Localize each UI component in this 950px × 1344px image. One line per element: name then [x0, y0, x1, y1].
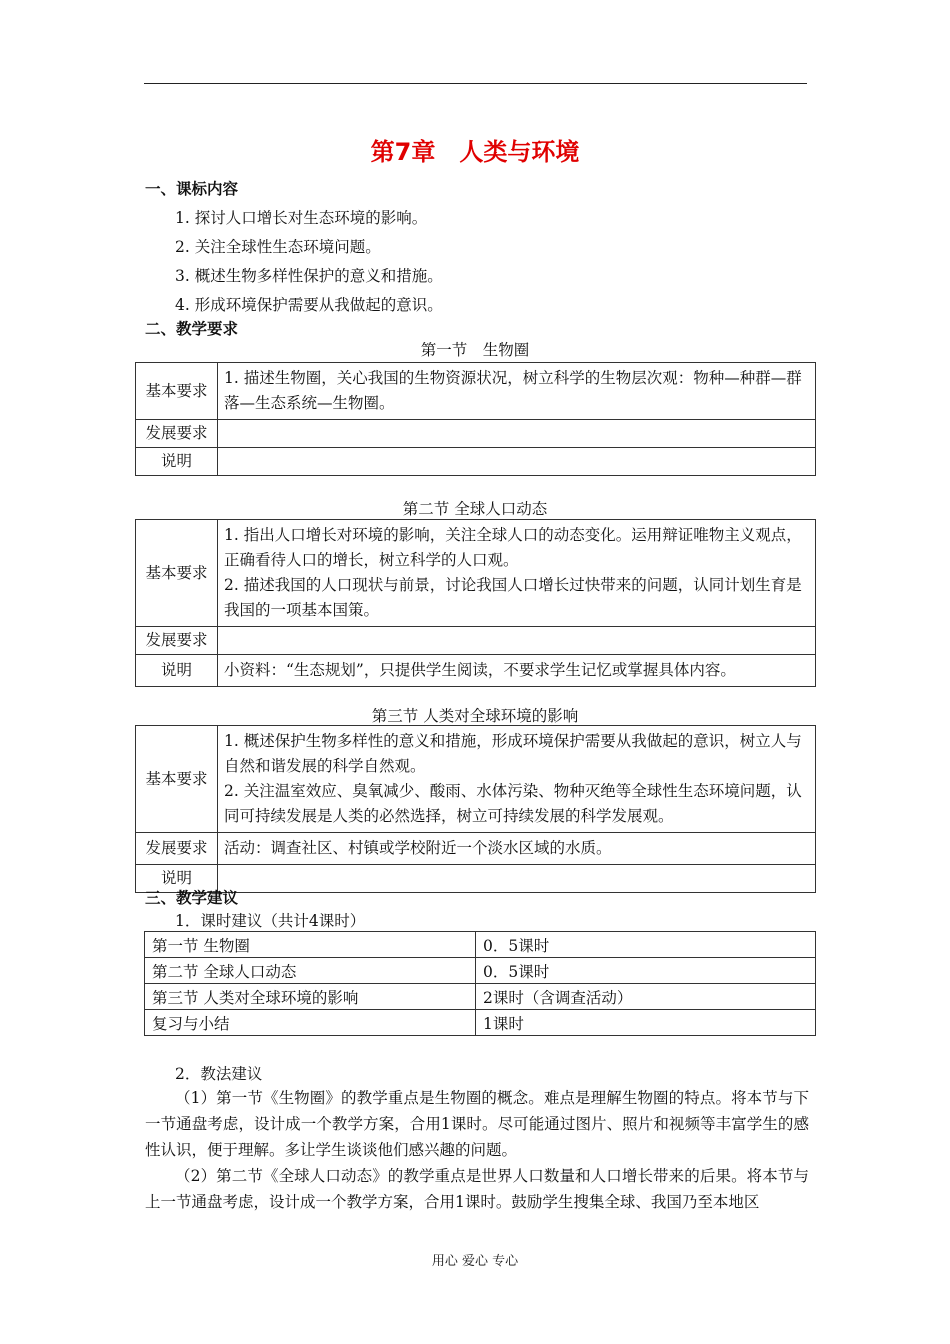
requirements-table-1 [135, 362, 816, 476]
row-label: 基本要求 [136, 520, 218, 627]
row-content [218, 420, 816, 448]
row-content: 活动：调查社区、村镇或学校附近一个淡水区域的水质。 [218, 833, 816, 865]
table-row [136, 363, 816, 420]
table-row [136, 520, 816, 627]
table-row [136, 420, 816, 448]
row-content [218, 865, 816, 893]
row-label: 说明 [136, 865, 218, 893]
section-heading-3: 三、教学建议 [145, 889, 239, 907]
row-content [218, 448, 816, 476]
table-caption-1: 第一节 生物圈 [420, 341, 530, 359]
schedule-hours: 1课时 [476, 1010, 816, 1036]
table-row [145, 958, 816, 984]
paragraph: （1）第一节《生物圈》的教学重点是生物圈的概念。难点是理解生物圈的特点。将本节与下一节通盘考虑，设计成一个教学方案，合用1课时。尽可能通过图片、照片和视频等丰富学生的感性认识，便于理解。多让学生谈谈他们感兴趣的问题。 [145, 1089, 809, 1159]
row-content: 1. 描述生物圈，关心我国的生物资源状况，树立科学的生物层次观：物种—种群—群落—生态系统—生物圈。 [218, 363, 816, 420]
table-row [145, 932, 816, 958]
row-content: 小资料：“生态规划”，只提供学生阅读，不要求学生记忆或掌握具体内容。 [218, 655, 816, 687]
schedule-section: 第三节 人类对全球环境的影响 [145, 984, 476, 1010]
list-item: 1. 探讨人口增长对生态环境的影响。 [175, 209, 428, 227]
schedule-hours: 2课时（含调查活动） [476, 984, 816, 1010]
schedule-section: 复习与小结 [145, 1010, 476, 1036]
requirements-table-2 [135, 519, 816, 687]
row-content [218, 726, 816, 833]
schedule-table [144, 931, 816, 1036]
row-label: 说明 [136, 448, 218, 476]
content-line: 2. 描述我国的人口现状与前景，讨论我国人口增长过快带来的问题，认同计划生育是我国的一项基本国策。 [224, 576, 802, 619]
table-row [136, 448, 816, 476]
row-label: 发展要求 [136, 833, 218, 865]
table-row [136, 726, 816, 833]
row-label: 说明 [136, 655, 218, 687]
page-footer: 用心 爱心 专心 [431, 1254, 519, 1269]
table-row [136, 627, 816, 655]
schedule-hours: 0．5课时 [476, 932, 816, 958]
chapter-title: 第7章 人类与环境 [370, 138, 580, 166]
table-row [145, 1010, 816, 1036]
table-caption-3: 第三节 人类对全球环境的影响 [371, 707, 579, 725]
row-label: 基本要求 [136, 363, 218, 420]
section-heading-2: 二、教学要求 [145, 320, 239, 338]
section-heading-1: 一、课标内容 [145, 180, 239, 198]
requirements-table-3 [135, 725, 816, 893]
list-item: 2. 关注全球性生态环境问题。 [175, 238, 381, 256]
subheading-method: 2．教法建议 [175, 1065, 263, 1083]
schedule-section: 第一节 生物圈 [145, 932, 476, 958]
content-line: 2. 关注温室效应、臭氧减少、酸雨、水体污染、物种灭绝等全球性生态环境问题，认同可持续发展是人类的必然选择，树立可持续发展的科学发展观。 [224, 782, 802, 825]
table-row [145, 984, 816, 1010]
row-label: 发展要求 [136, 627, 218, 655]
table-row [136, 655, 816, 687]
subheading-schedule: 1．课时建议（共计4课时） [175, 912, 366, 930]
schedule-section: 第二节 全球人口动态 [145, 958, 476, 984]
row-content [218, 627, 816, 655]
content-line: 1. 指出人口增长对环境的影响，关注全球人口的动态变化。运用辩证唯物主义观点，正确看待人口的增长，树立科学的人口观。 [224, 526, 802, 569]
row-content [218, 520, 816, 627]
list-item: 4. 形成环境保护需要从我做起的意识。 [175, 296, 443, 314]
row-label: 发展要求 [136, 420, 218, 448]
schedule-hours: 0．5课时 [476, 958, 816, 984]
table-row [136, 833, 816, 865]
header-rule [144, 83, 807, 84]
row-label: 基本要求 [136, 726, 218, 833]
content-line: 1. 概述保护生物多样性的意义和措施，形成环境保护需要从我做起的意识，树立人与自然和谐发展的科学自然观。 [224, 732, 802, 775]
paragraph: （2）第二节《全球人口动态》的教学重点是世界人口数量和人口增长带来的后果。将本节与上一节通盘考虑，设计成一个教学方案，合用1课时。鼓励学生搜集全球、我国乃至本地区 [145, 1167, 809, 1211]
table-caption-2: 第二节 全球人口动态 [402, 500, 548, 518]
list-item: 3. 概述生物多样性保护的意义和措施。 [175, 267, 443, 285]
